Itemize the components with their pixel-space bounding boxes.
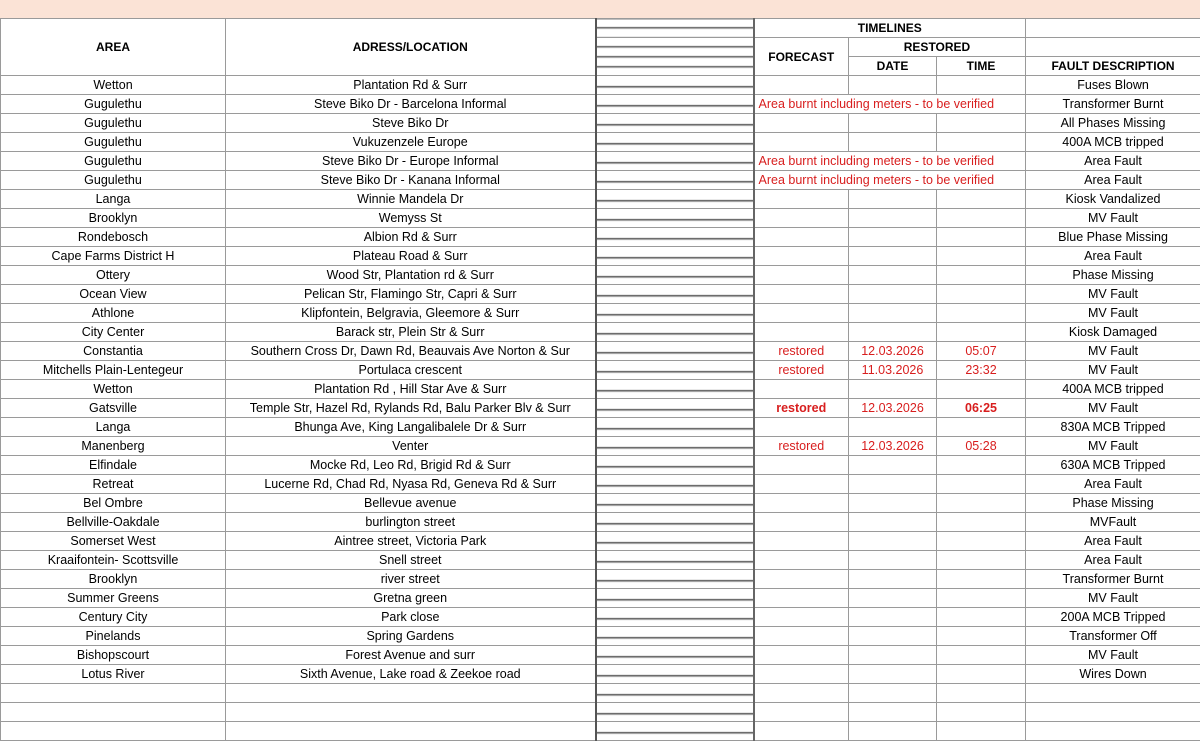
- note-cell: Area burnt including meters - to be verified: [754, 171, 1026, 190]
- fault-cell: Area Fault: [1026, 171, 1200, 190]
- table-row: [1, 665, 1200, 684]
- table-row: [1, 209, 1200, 228]
- date-cell: 12.03.2026: [849, 399, 937, 418]
- area-cell: Gugulethu: [1, 95, 226, 114]
- fault-cell: Phase Missing: [1026, 266, 1200, 285]
- table-body: [1, 76, 1200, 741]
- time-cell: [937, 247, 1026, 266]
- redacted-cell: [596, 551, 754, 570]
- empty-cell: [226, 684, 596, 703]
- address-cell: Forest Avenue and surr: [226, 646, 596, 665]
- address-cell: Plantation Rd , Hill Star Ave & Surr: [226, 380, 596, 399]
- table-row: [1, 171, 1200, 190]
- time-cell: 05:07: [937, 342, 1026, 361]
- fault-cell: MV Fault: [1026, 399, 1200, 418]
- date-cell: [849, 513, 937, 532]
- date-cell: [849, 665, 937, 684]
- forecast-cell: [754, 456, 849, 475]
- area-cell: Wetton: [1, 76, 226, 95]
- table-row: [1, 456, 1200, 475]
- table-row: [1, 114, 1200, 133]
- address-cell: Venter: [226, 437, 596, 456]
- address-cell: Bellevue avenue: [226, 494, 596, 513]
- time-cell: [937, 418, 1026, 437]
- header-restored: RESTORED: [849, 38, 1026, 57]
- fault-cell: Transformer Off: [1026, 627, 1200, 646]
- empty-cell: [1026, 722, 1200, 741]
- forecast-cell: [754, 646, 849, 665]
- address-cell: Bhunga Ave, King Langalibalele Dr & Surr: [226, 418, 596, 437]
- redacted-cell: [596, 361, 754, 380]
- forecast-cell: restored: [754, 399, 849, 418]
- date-cell: [849, 209, 937, 228]
- area-cell: Langa: [1, 190, 226, 209]
- table-row: [1, 323, 1200, 342]
- forecast-cell: [754, 209, 849, 228]
- time-cell: [937, 665, 1026, 684]
- table-row: [1, 247, 1200, 266]
- time-cell: [937, 551, 1026, 570]
- address-cell: river street: [226, 570, 596, 589]
- time-cell: [937, 190, 1026, 209]
- forecast-cell: [754, 589, 849, 608]
- fault-cell: 830A MCB Tripped: [1026, 418, 1200, 437]
- forecast-cell: [754, 304, 849, 323]
- redacted-cell: [596, 608, 754, 627]
- time-cell: [937, 133, 1026, 152]
- table-row: [1, 361, 1200, 380]
- area-cell: Mitchells Plain-Lentegeur: [1, 361, 226, 380]
- fault-cell: 400A MCB tripped: [1026, 133, 1200, 152]
- date-cell: 12.03.2026: [849, 342, 937, 361]
- area-cell: Century City: [1, 608, 226, 627]
- redacted-cell: [596, 133, 754, 152]
- table-row: [1, 475, 1200, 494]
- address-cell: Steve Biko Dr - Barcelona Informal: [226, 95, 596, 114]
- area-cell: Bel Ombre: [1, 494, 226, 513]
- address-cell: Plantation Rd & Surr: [226, 76, 596, 95]
- fault-cell: MV Fault: [1026, 209, 1200, 228]
- date-cell: [849, 627, 937, 646]
- redacted-cell: [596, 266, 754, 285]
- redacted-cell: [596, 399, 754, 418]
- date-cell: [849, 228, 937, 247]
- date-cell: [849, 646, 937, 665]
- header-date: DATE: [849, 57, 937, 76]
- area-cell: Ocean View: [1, 285, 226, 304]
- fault-cell: Blue Phase Missing: [1026, 228, 1200, 247]
- area-cell: Rondebosch: [1, 228, 226, 247]
- outage-table: [0, 18, 1200, 741]
- date-cell: [849, 475, 937, 494]
- empty-cell: [937, 722, 1026, 741]
- empty-cell: [596, 722, 754, 741]
- table-row: [1, 342, 1200, 361]
- table-row: [1, 551, 1200, 570]
- forecast-cell: [754, 285, 849, 304]
- address-cell: Winnie Mandela Dr: [226, 190, 596, 209]
- forecast-cell: [754, 418, 849, 437]
- header-area: AREA: [1, 19, 226, 76]
- time-cell: [937, 304, 1026, 323]
- address-cell: Wood Str, Plantation rd & Surr: [226, 266, 596, 285]
- redacted-cell: [596, 95, 754, 114]
- header-blank-2: [1026, 38, 1200, 57]
- fault-cell: MV Fault: [1026, 361, 1200, 380]
- date-cell: [849, 380, 937, 399]
- header-address: ADRESS/LOCATION: [226, 19, 596, 76]
- forecast-cell: [754, 114, 849, 133]
- redacted-cell: [596, 114, 754, 133]
- time-cell: [937, 323, 1026, 342]
- address-cell: Sixth Avenue, Lake road & Zeekoe road: [226, 665, 596, 684]
- empty-cell: [937, 684, 1026, 703]
- area-cell: Kraaifontein- Scottsville: [1, 551, 226, 570]
- address-cell: Temple Str, Hazel Rd, Rylands Rd, Balu Parker Blv & Surr: [226, 399, 596, 418]
- table-row: [1, 646, 1200, 665]
- empty-cell: [226, 722, 596, 741]
- address-cell: Steve Biko Dr - Europe Informal: [226, 152, 596, 171]
- date-cell: [849, 114, 937, 133]
- header-blank: [1026, 19, 1200, 38]
- address-cell: Steve Biko Dr - Kanana Informal: [226, 171, 596, 190]
- empty-cell: [1, 722, 226, 741]
- fault-cell: MV Fault: [1026, 285, 1200, 304]
- address-cell: Gretna green: [226, 589, 596, 608]
- forecast-cell: [754, 475, 849, 494]
- area-cell: Gatsville: [1, 399, 226, 418]
- fault-cell: Phase Missing: [1026, 494, 1200, 513]
- empty-row: [1, 722, 1200, 741]
- date-cell: [849, 494, 937, 513]
- empty-cell: [849, 684, 937, 703]
- time-cell: [937, 380, 1026, 399]
- table-row: [1, 513, 1200, 532]
- fault-cell: Area Fault: [1026, 532, 1200, 551]
- fault-cell: Area Fault: [1026, 551, 1200, 570]
- header-time: TIME: [937, 57, 1026, 76]
- empty-cell: [1, 684, 226, 703]
- area-cell: Retreat: [1, 475, 226, 494]
- address-cell: Wemyss St: [226, 209, 596, 228]
- fault-cell: 400A MCB tripped: [1026, 380, 1200, 399]
- fault-cell: Area Fault: [1026, 152, 1200, 171]
- redacted-cell: [596, 665, 754, 684]
- redacted-cell: [596, 209, 754, 228]
- forecast-cell: [754, 380, 849, 399]
- table-row: [1, 133, 1200, 152]
- address-cell: Aintree street, Victoria Park: [226, 532, 596, 551]
- time-cell: 05:28: [937, 437, 1026, 456]
- address-cell: Barack str, Plein Str & Surr: [226, 323, 596, 342]
- date-cell: [849, 551, 937, 570]
- address-cell: Klipfontein, Belgravia, Gleemore & Surr: [226, 304, 596, 323]
- redacted-cell: [596, 475, 754, 494]
- area-cell: Somerset West: [1, 532, 226, 551]
- redacted-cell: [596, 228, 754, 247]
- table-row: [1, 494, 1200, 513]
- top-banner: [0, 0, 1200, 18]
- area-cell: Gugulethu: [1, 152, 226, 171]
- address-cell: Vukuzenzele Europe: [226, 133, 596, 152]
- redacted-cell: [596, 285, 754, 304]
- forecast-cell: [754, 76, 849, 95]
- empty-cell: [596, 703, 754, 722]
- date-cell: [849, 247, 937, 266]
- forecast-cell: [754, 266, 849, 285]
- area-cell: Lotus River: [1, 665, 226, 684]
- area-cell: Elfindale: [1, 456, 226, 475]
- area-cell: Pinelands: [1, 627, 226, 646]
- time-cell: [937, 228, 1026, 247]
- time-cell: [937, 209, 1026, 228]
- empty-cell: [849, 722, 937, 741]
- redacted-cell: [596, 494, 754, 513]
- table-row: [1, 266, 1200, 285]
- date-cell: [849, 304, 937, 323]
- area-cell: City Center: [1, 323, 226, 342]
- fault-cell: Area Fault: [1026, 247, 1200, 266]
- time-cell: [937, 570, 1026, 589]
- header-timelines: TIMELINES: [754, 19, 1026, 38]
- date-cell: [849, 285, 937, 304]
- table-row: [1, 627, 1200, 646]
- date-cell: 11.03.2026: [849, 361, 937, 380]
- area-cell: Langa: [1, 418, 226, 437]
- fault-cell: MV Fault: [1026, 304, 1200, 323]
- fault-cell: MV Fault: [1026, 589, 1200, 608]
- redacted-cell: [596, 627, 754, 646]
- address-cell: Mocke Rd, Leo Rd, Brigid Rd & Surr: [226, 456, 596, 475]
- area-cell: Athlone: [1, 304, 226, 323]
- table-row: [1, 285, 1200, 304]
- address-cell: Lucerne Rd, Chad Rd, Nyasa Rd, Geneva Rd & Surr: [226, 475, 596, 494]
- empty-cell: [937, 703, 1026, 722]
- forecast-cell: [754, 627, 849, 646]
- time-cell: [937, 494, 1026, 513]
- redacted-cell: [596, 152, 754, 171]
- table-row: [1, 190, 1200, 209]
- fault-cell: Kiosk Damaged: [1026, 323, 1200, 342]
- area-cell: Brooklyn: [1, 209, 226, 228]
- date-cell: [849, 589, 937, 608]
- redacted-cell: [596, 380, 754, 399]
- area-cell: Cape Farms District H: [1, 247, 226, 266]
- area-cell: Ottery: [1, 266, 226, 285]
- redacted-cell: [596, 532, 754, 551]
- date-cell: [849, 456, 937, 475]
- address-cell: Plateau Road & Surr: [226, 247, 596, 266]
- forecast-cell: restored: [754, 361, 849, 380]
- empty-cell: [226, 703, 596, 722]
- area-cell: Bellville-Oakdale: [1, 513, 226, 532]
- date-cell: [849, 418, 937, 437]
- empty-cell: [1026, 703, 1200, 722]
- time-cell: [937, 114, 1026, 133]
- area-cell: Gugulethu: [1, 171, 226, 190]
- empty-row: [1, 684, 1200, 703]
- time-cell: 23:32: [937, 361, 1026, 380]
- table-row: [1, 399, 1200, 418]
- table-row: [1, 532, 1200, 551]
- forecast-cell: [754, 570, 849, 589]
- empty-cell: [754, 703, 849, 722]
- header-fault: FAULT DESCRIPTION: [1026, 57, 1200, 76]
- time-cell: [937, 475, 1026, 494]
- fault-cell: All Phases Missing: [1026, 114, 1200, 133]
- date-cell: [849, 532, 937, 551]
- address-cell: Pelican Str, Flamingo Str, Capri & Surr: [226, 285, 596, 304]
- time-cell: [937, 285, 1026, 304]
- address-cell: Steve Biko Dr: [226, 114, 596, 133]
- forecast-cell: [754, 532, 849, 551]
- redacted-cell: [596, 342, 754, 361]
- fault-cell: 630A MCB Tripped: [1026, 456, 1200, 475]
- forecast-cell: restored: [754, 437, 849, 456]
- fault-cell: Wires Down: [1026, 665, 1200, 684]
- date-cell: [849, 76, 937, 95]
- table-row: [1, 418, 1200, 437]
- fault-cell: Transformer Burnt: [1026, 570, 1200, 589]
- forecast-cell: [754, 665, 849, 684]
- note-cell: Area burnt including meters - to be verified: [754, 95, 1026, 114]
- forecast-cell: [754, 608, 849, 627]
- time-cell: 06:25: [937, 399, 1026, 418]
- spreadsheet: [0, 18, 1200, 745]
- header-forecast: FORECAST: [754, 38, 849, 76]
- area-cell: Wetton: [1, 380, 226, 399]
- fault-cell: 200A MCB Tripped: [1026, 608, 1200, 627]
- area-cell: Gugulethu: [1, 133, 226, 152]
- table-row: [1, 95, 1200, 114]
- address-cell: Albion Rd & Surr: [226, 228, 596, 247]
- area-cell: Gugulethu: [1, 114, 226, 133]
- time-cell: [937, 513, 1026, 532]
- time-cell: [937, 646, 1026, 665]
- address-cell: Snell street: [226, 551, 596, 570]
- forecast-cell: [754, 133, 849, 152]
- time-cell: [937, 589, 1026, 608]
- forecast-cell: [754, 190, 849, 209]
- empty-cell: [849, 703, 937, 722]
- fault-cell: Transformer Burnt: [1026, 95, 1200, 114]
- empty-cell: [754, 722, 849, 741]
- time-cell: [937, 608, 1026, 627]
- redacted-cell: [596, 190, 754, 209]
- address-cell: Park close: [226, 608, 596, 627]
- redacted-header-2: [596, 38, 754, 76]
- address-cell: Spring Gardens: [226, 627, 596, 646]
- date-cell: [849, 570, 937, 589]
- fault-cell: Kiosk Vandalized: [1026, 190, 1200, 209]
- area-cell: Bishopscourt: [1, 646, 226, 665]
- table-row: [1, 76, 1200, 95]
- time-cell: [937, 266, 1026, 285]
- table-row: [1, 380, 1200, 399]
- table-row: [1, 152, 1200, 171]
- fault-cell: MV Fault: [1026, 437, 1200, 456]
- date-cell: [849, 323, 937, 342]
- table-row: [1, 589, 1200, 608]
- empty-cell: [1, 703, 226, 722]
- redacted-cell: [596, 247, 754, 266]
- area-cell: Manenberg: [1, 437, 226, 456]
- date-cell: 12.03.2026: [849, 437, 937, 456]
- fault-cell: Fuses Blown: [1026, 76, 1200, 95]
- address-cell: Southern Cross Dr, Dawn Rd, Beauvais Ave Norton & Sur: [226, 342, 596, 361]
- area-cell: Brooklyn: [1, 570, 226, 589]
- date-cell: [849, 190, 937, 209]
- time-cell: [937, 532, 1026, 551]
- fault-cell: MV Fault: [1026, 646, 1200, 665]
- forecast-cell: restored: [754, 342, 849, 361]
- address-cell: burlington street: [226, 513, 596, 532]
- forecast-cell: [754, 323, 849, 342]
- empty-cell: [754, 684, 849, 703]
- redacted-cell: [596, 304, 754, 323]
- time-cell: [937, 76, 1026, 95]
- redacted-header: [596, 19, 754, 38]
- note-cell: Area burnt including meters - to be verified: [754, 152, 1026, 171]
- table-row: [1, 608, 1200, 627]
- forecast-cell: [754, 228, 849, 247]
- table-row: [1, 437, 1200, 456]
- redacted-cell: [596, 171, 754, 190]
- empty-cell: [596, 684, 754, 703]
- time-cell: [937, 456, 1026, 475]
- fault-cell: Area Fault: [1026, 475, 1200, 494]
- redacted-cell: [596, 437, 754, 456]
- area-cell: Constantia: [1, 342, 226, 361]
- redacted-cell: [596, 76, 754, 95]
- empty-cell: [1026, 684, 1200, 703]
- fault-cell: MVFault: [1026, 513, 1200, 532]
- redacted-cell: [596, 513, 754, 532]
- address-cell: Portulaca crescent: [226, 361, 596, 380]
- forecast-cell: [754, 551, 849, 570]
- redacted-cell: [596, 323, 754, 342]
- date-cell: [849, 608, 937, 627]
- table-row: [1, 304, 1200, 323]
- table-row: [1, 570, 1200, 589]
- forecast-cell: [754, 513, 849, 532]
- fault-cell: MV Fault: [1026, 342, 1200, 361]
- forecast-cell: [754, 494, 849, 513]
- date-cell: [849, 266, 937, 285]
- time-cell: [937, 627, 1026, 646]
- table-row: [1, 228, 1200, 247]
- forecast-cell: [754, 247, 849, 266]
- date-cell: [849, 133, 937, 152]
- redacted-cell: [596, 570, 754, 589]
- redacted-cell: [596, 646, 754, 665]
- redacted-cell: [596, 589, 754, 608]
- area-cell: Summer Greens: [1, 589, 226, 608]
- redacted-cell: [596, 456, 754, 475]
- redacted-cell: [596, 418, 754, 437]
- empty-row: [1, 703, 1200, 722]
